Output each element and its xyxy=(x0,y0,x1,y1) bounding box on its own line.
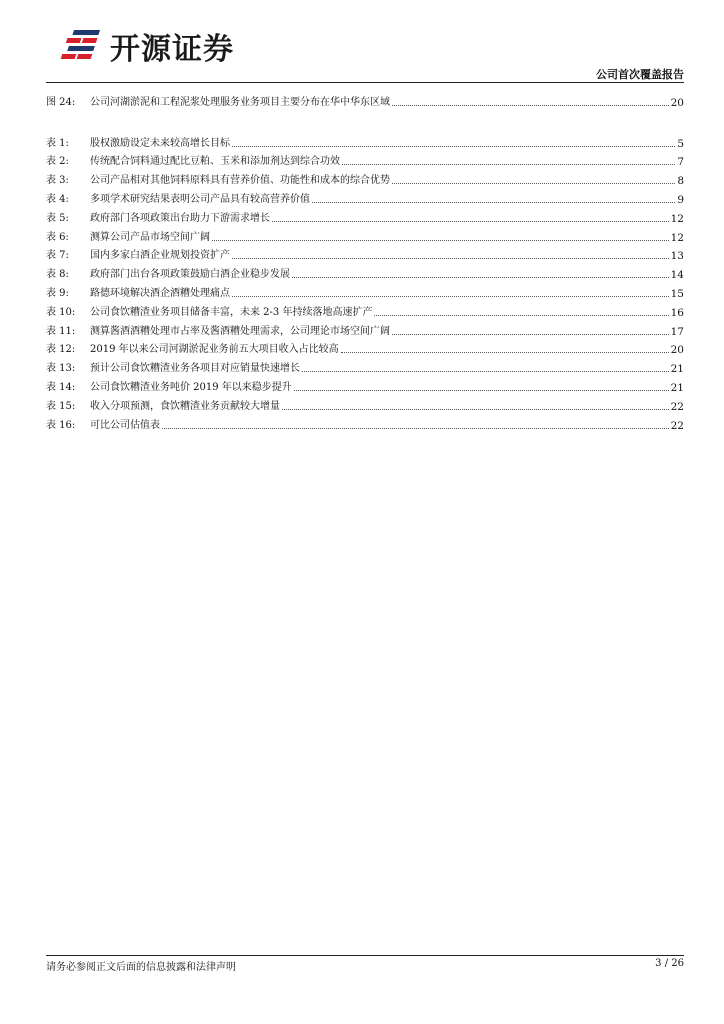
section-gap xyxy=(46,109,684,131)
toc-page: 20 xyxy=(670,344,684,357)
page-number: 3 / 26 xyxy=(655,958,684,969)
toc-page: 5 xyxy=(677,137,684,150)
toc-title: 路德环境解决酒企酒糟处理痛点 xyxy=(90,287,230,299)
toc-entry-table-15[interactable] xyxy=(46,394,684,413)
toc-label: 表 7: xyxy=(46,250,69,262)
toc-title: 传统配合饲料通过配比豆粕、玉米和添加剂达到综合功效 xyxy=(90,156,340,168)
toc-title: 测算酱酒酒糟处理市占率及酱酒糟处理需求，公司理论市场空间广阔 xyxy=(90,325,390,337)
toc-entry-table-9[interactable] xyxy=(46,281,684,300)
toc-label: 表 9: xyxy=(46,287,69,299)
toc-label: 表 15: xyxy=(46,400,76,412)
toc-page: 13 xyxy=(670,250,684,263)
toc-title: 公司河湖淤泥和工程泥浆处理服务业务项目主要分布在华中华东区域 xyxy=(90,96,390,108)
toc-label: 表 5: xyxy=(46,212,69,224)
toc-title: 公司食饮糟渣业务项目储备丰富，未来 2-3 年持续落地高速扩产 xyxy=(90,306,373,318)
toc-leader xyxy=(292,277,669,278)
toc-leader xyxy=(272,221,669,222)
toc-title: 2019 年以来公司河湖淤泥业务前五大项目收入占比较高 xyxy=(90,344,339,356)
toc-entry-table-13[interactable] xyxy=(46,356,684,375)
toc-entry-table-11[interactable] xyxy=(46,319,684,338)
toc-page: 21 xyxy=(670,381,684,394)
toc-label: 表 3: xyxy=(46,175,69,187)
toc-page: 20 xyxy=(670,96,684,109)
toc-label: 表 12: xyxy=(46,344,76,356)
company-logo xyxy=(58,24,278,68)
toc-entry-table-2[interactable] xyxy=(46,150,684,169)
toc-page: 21 xyxy=(670,363,684,376)
toc-title: 国内多家白酒企业规划投资扩产 xyxy=(90,250,230,262)
toc-page: 22 xyxy=(670,400,684,413)
figure-list xyxy=(46,90,684,109)
toc-leader xyxy=(212,240,669,241)
report-type: 公司首次覆盖报告 xyxy=(596,68,684,81)
toc-label: 表 6: xyxy=(46,231,69,243)
toc-label: 表 13: xyxy=(46,363,76,375)
toc-title: 公司食饮糟渣业务吨价 2019 年以来稳步提升 xyxy=(90,381,292,393)
toc-page: 14 xyxy=(670,269,684,282)
toc-entry-table-16[interactable] xyxy=(46,413,684,432)
toc-leader xyxy=(232,258,669,259)
toc-title: 可比公司估值表 xyxy=(90,419,160,431)
toc-label: 表 11: xyxy=(46,325,76,337)
header-divider xyxy=(46,82,684,83)
toc-leader xyxy=(162,428,669,429)
toc-entry-table-5[interactable] xyxy=(46,206,684,225)
toc-label: 表 16: xyxy=(46,419,76,431)
toc-leader xyxy=(392,334,669,335)
toc-label: 表 8: xyxy=(46,269,69,281)
footer-disclaimer: 请务必参阅正文后面的信息披露和法律声明 xyxy=(46,962,236,973)
toc-label: 图 24: xyxy=(46,96,76,108)
toc-page: 7 xyxy=(677,156,684,169)
toc-leader xyxy=(302,371,669,372)
toc-title: 预计公司食饮糟渣业务各项目对应销量快速增长 xyxy=(90,363,300,375)
toc-leader xyxy=(392,183,675,184)
toc-title: 政府部门各项政策出台助力下游需求增长 xyxy=(90,212,270,224)
toc-page: 17 xyxy=(670,325,684,338)
toc-leader xyxy=(342,164,675,165)
toc-label: 表 14: xyxy=(46,381,76,393)
toc-title: 公司产品相对其他饲料原料具有营养价值、功能性和成本的综合优势 xyxy=(90,175,390,187)
toc-page: 12 xyxy=(670,212,684,225)
toc-entry-table-12[interactable] xyxy=(46,338,684,357)
toc-label: 表 10: xyxy=(46,306,76,318)
table-of-contents xyxy=(46,90,684,432)
toc-entry-figure-24[interactable] xyxy=(46,90,684,109)
toc-page: 9 xyxy=(677,193,684,206)
toc-leader xyxy=(312,202,675,203)
toc-leader xyxy=(232,296,669,297)
footer-divider xyxy=(46,955,684,956)
toc-label: 表 4: xyxy=(46,193,69,205)
toc-leader xyxy=(282,409,669,410)
toc-title: 政府部门出台各项政策鼓励白酒企业稳步发展 xyxy=(90,269,290,281)
toc-title: 测算公司产品市场空间广阔 xyxy=(90,231,210,243)
toc-page: 22 xyxy=(670,419,684,432)
toc-leader xyxy=(392,105,669,106)
toc-entry-table-10[interactable] xyxy=(46,300,684,319)
toc-page: 16 xyxy=(670,306,684,319)
toc-entry-table-7[interactable] xyxy=(46,244,684,263)
toc-title: 股权激励设定未来较高增长目标 xyxy=(90,137,230,149)
toc-page: 15 xyxy=(670,287,684,300)
toc-entry-table-4[interactable] xyxy=(46,187,684,206)
toc-leader xyxy=(341,352,669,353)
toc-entry-table-6[interactable] xyxy=(46,225,684,244)
toc-label: 表 2: xyxy=(46,156,69,168)
toc-entry-table-3[interactable] xyxy=(46,168,684,187)
toc-page: 12 xyxy=(670,231,684,244)
table-list xyxy=(46,131,684,432)
logo-text: 开源证券 xyxy=(110,32,234,67)
toc-leader xyxy=(232,146,675,147)
toc-entry-table-1[interactable] xyxy=(46,131,684,150)
toc-leader xyxy=(294,390,669,391)
kaiyuan-logo-icon xyxy=(58,24,106,68)
toc-title: 多项学术研究结果表明公司产品具有较高营养价值 xyxy=(90,193,310,205)
toc-label: 表 1: xyxy=(46,137,69,149)
toc-page: 8 xyxy=(677,175,684,188)
toc-entry-table-8[interactable] xyxy=(46,262,684,281)
toc-entry-table-14[interactable] xyxy=(46,375,684,394)
toc-title: 收入分项预测，食饮糟渣业务贡献较大增量 xyxy=(90,400,280,412)
toc-leader xyxy=(374,315,668,316)
